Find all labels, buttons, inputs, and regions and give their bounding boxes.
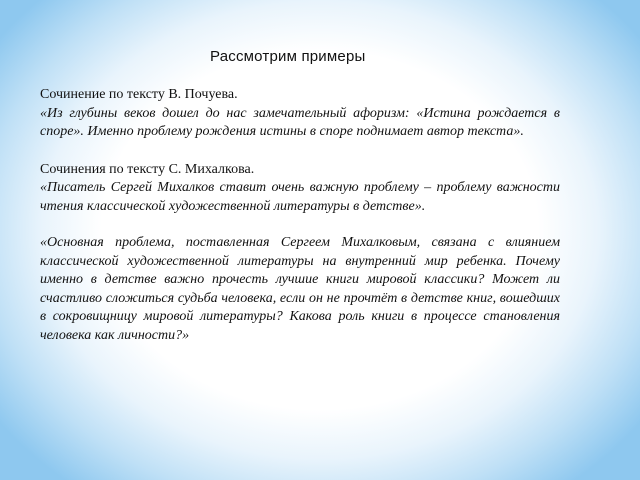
slide-body (40, 86, 560, 345)
quote-mikhalkov-long: «Основная проблема, поставленная Сергеем Михалковым, связана с влиянием классической художественной литературы на внутренний мир ребенка. Почему именно в детстве важно прочесть лучшие книги мировой классики? Может ли счастливо сложиться судьба человека, если он не прочтёт в детстве книг, вошедших в сокровищницу мировой литературы? Какова роль книги в процессе становления человека как личности?» (40, 235, 560, 343)
quote-mikhalkov-short: «Писатель Сергей Михалков ставит очень важную проблему – проблему важности чтения классической художественной литературы в детстве». (40, 180, 560, 214)
quote-pochuev: «Из глубины веков дошел до нас замечательный афоризм: «Истина рождается в споре». Именно проблему рождения истины в споре поднимает автор текста». (40, 105, 560, 139)
slide-title: Рассмотрим примеры (210, 48, 366, 65)
spacer (40, 142, 560, 161)
spacer (40, 216, 560, 234)
section-heading-mikhalkov: Сочинения по тексту С. Михалкова. (40, 161, 255, 177)
section-heading-pochuev: Сочинение по тексту В. Почуева. (40, 87, 238, 102)
